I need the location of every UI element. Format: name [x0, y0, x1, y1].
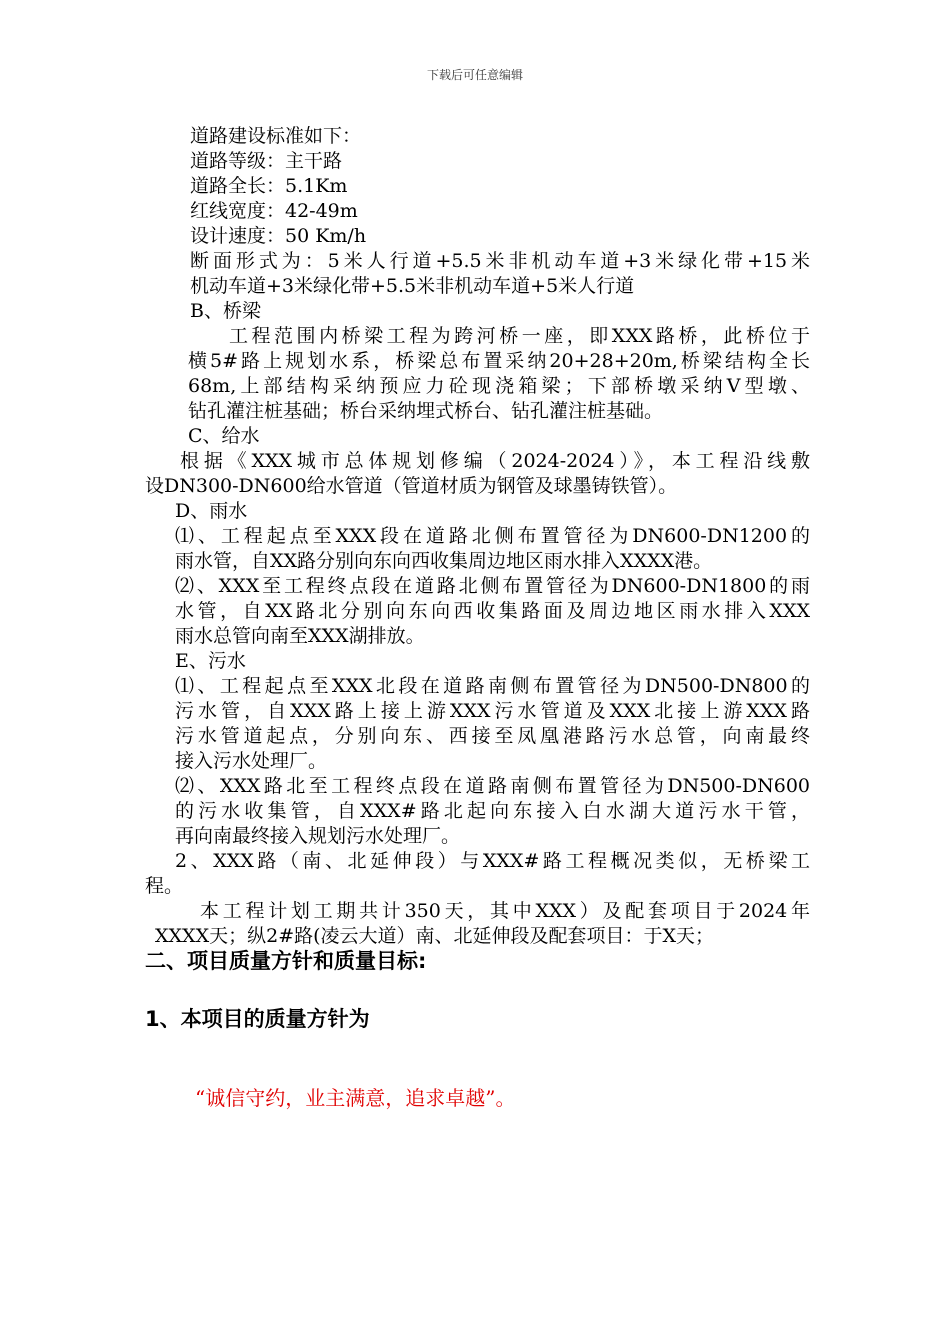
text-line: 污水管道起点，分别向东、西接至凤凰港路污水总管，向南最终 — [175, 725, 810, 747]
text-line: 水管，自XX路北分别向东向西收集路面及周边地区雨水排入XXX — [175, 600, 810, 622]
text-line: 红线宽度：42-49m — [190, 200, 358, 222]
text-line: 道路建设标准如下： — [190, 125, 362, 147]
text-line: D、雨水 — [175, 500, 248, 522]
text-line: 道路等级：主干路 — [190, 150, 343, 172]
text-line: ⑴、工程起点至XXX北段在道路南侧布置管径为DN500-DN800的 — [175, 675, 810, 697]
text-line: 横5#路上规划水系，桥梁总布置采纳20+28+20m,桥梁结构全长 — [188, 350, 810, 372]
text-line: 根据《XXX城市总体规划修编（2024-2024）》，本工程沿线敷 — [180, 450, 810, 472]
text-line: 雨水总管向南至XXX湖排放。 — [175, 625, 425, 647]
text-line: 68m,上部结构采纳预应力砼现浇箱梁；下部桥墩采纳V型墩、 — [188, 375, 810, 397]
text-line: ⑵、XXX至工程终点段在道路北侧布置管径为DN600-DN1800的雨 — [175, 575, 810, 597]
text-line: E、污水 — [175, 650, 246, 672]
text-line: ⑴、工程起点至XXX段在道路北侧布置管径为DN600-DN1200的 — [175, 525, 810, 547]
text-line: 雨水管，自XX路分别向东向西收集周边地区雨水排入XXXX港。 — [175, 550, 713, 572]
document-body — [145, 124, 810, 949]
quality-motto: “诚信守约，业主满意，追求卓越”。 — [195, 1086, 516, 1110]
text-line: 再向南最终接入规划污水处理厂。 — [175, 825, 461, 847]
text-line: 污水管，自XXX路上接上游XXX污水管道及XXX北接上游XXX路 — [175, 700, 810, 722]
subsection-heading: 1、本项目的质量方针为 — [145, 1007, 370, 1031]
text-line: 接入污水处理厂。 — [175, 750, 328, 772]
text-line: 2、XXX路（南、北延伸段）与XXX#路工程概况类似，无桥梁工 — [175, 850, 810, 872]
text-line: C、给水 — [188, 425, 260, 447]
page-header: 下载后可任意编辑 — [426, 68, 523, 82]
text-line: B、桥梁 — [190, 300, 261, 322]
text-line: 的污水收集管，自XXX#路北起向东接入白水湖大道污水干管， — [175, 800, 810, 822]
text-line: 工程范围内桥梁工程为跨河桥一座，即XXX路桥，此桥位于 — [229, 325, 810, 347]
section-heading: 二、项目质量方针和质量目标: — [145, 949, 427, 973]
text-line: 钻孔灌注桩基础；桥台采纳埋式桥台、钻孔灌注桩基础。 — [188, 400, 664, 422]
text-line: 程。 — [145, 875, 184, 897]
text-line: XXXX天；纵2#路(凌云大道）南、北延伸段及配套项目：于X天； — [155, 925, 715, 947]
text-line: 断面形式为：5米人行道+5.5米非机动车道+3米绿化带+15米 — [190, 250, 810, 272]
text-line: 道路全长：5.1Km — [190, 175, 348, 197]
text-line: 设计速度：50 Km/h — [190, 225, 367, 247]
text-line: 本工程计划工期共计350天，其中XXX）及配套项目于2024年 — [200, 900, 810, 922]
text-line: 机动车道+3米绿化带+5.5米非机动车道+5米人行道 — [190, 275, 635, 297]
text-line: ⑵、XXX路北至工程终点段在道路南侧布置管径为DN500-DN600 — [175, 775, 810, 797]
text-line: 设DN300-DN600给水管道（管道材质为钢管及球墨铸铁管）。 — [145, 475, 678, 497]
